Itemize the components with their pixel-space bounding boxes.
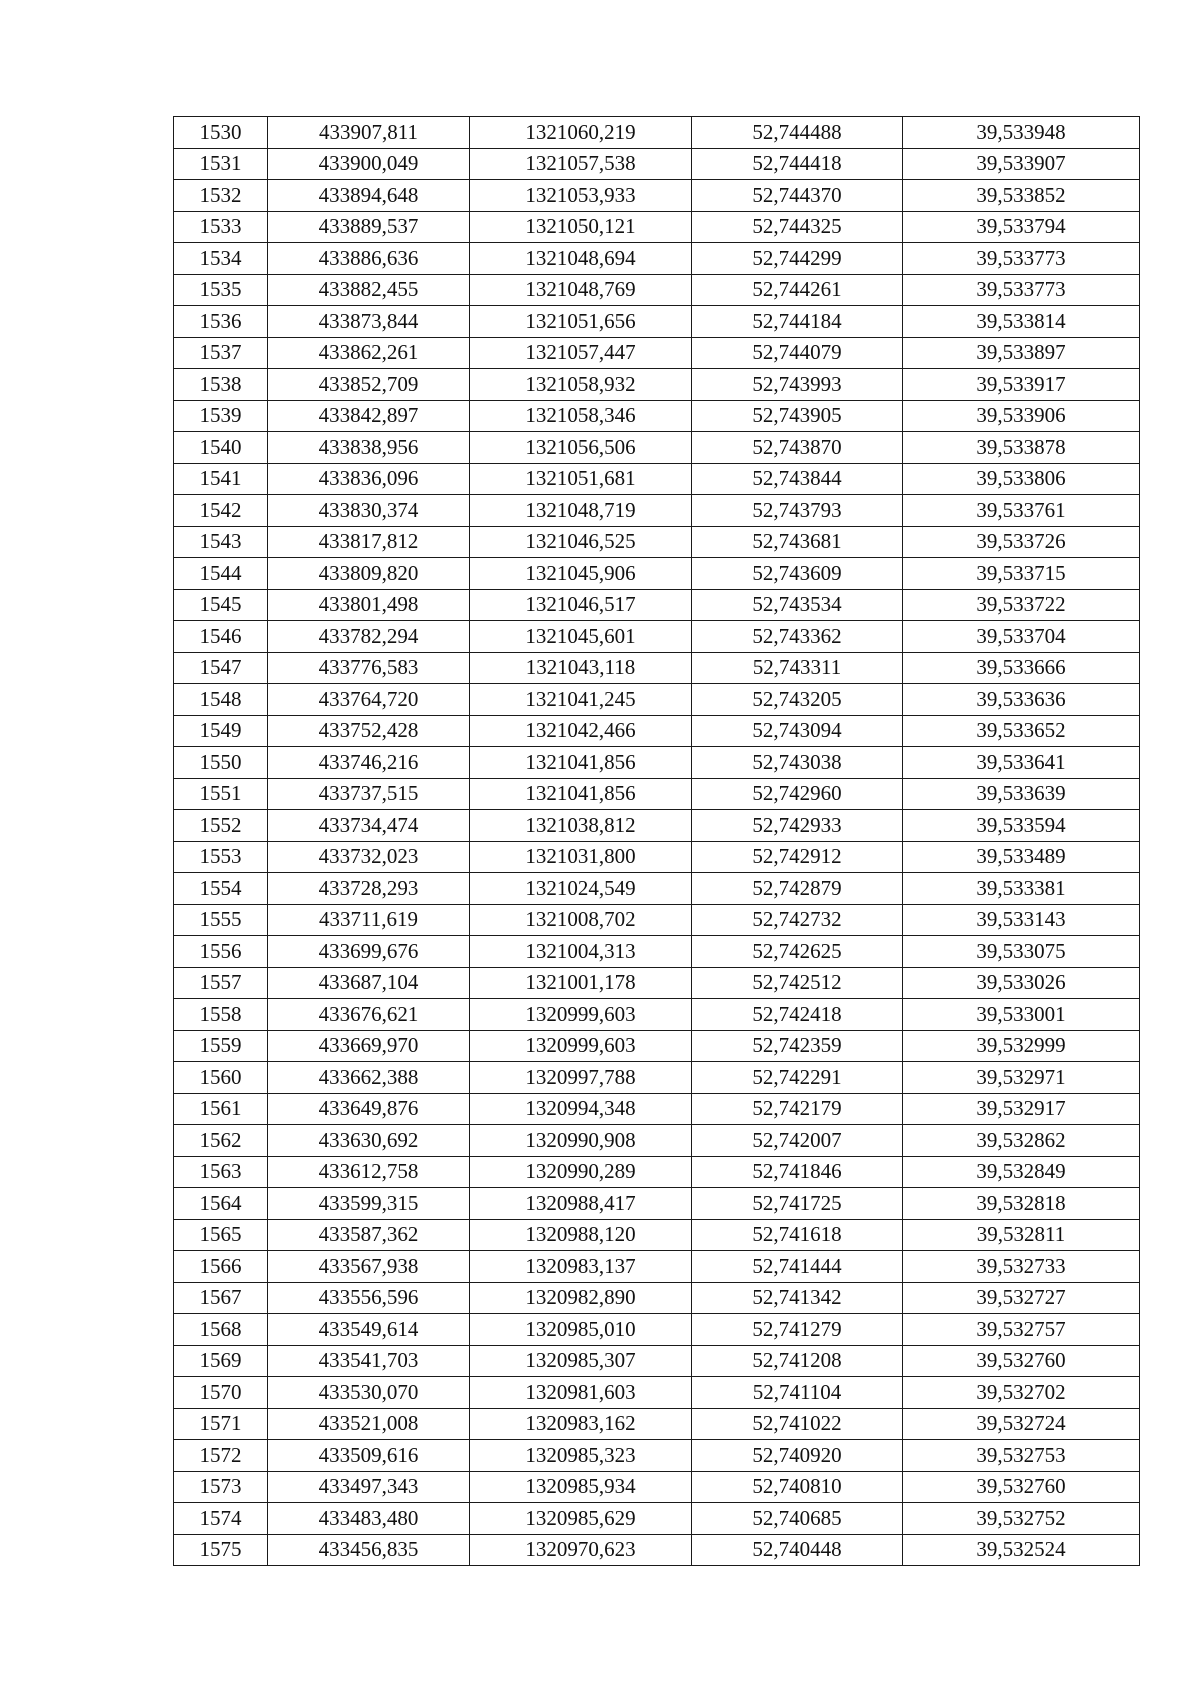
point-number-cell: 1565 [174,1219,268,1251]
y-coordinate-cell: 1321053,933 [470,180,692,212]
y-coordinate-cell: 1321058,346 [470,400,692,432]
table-row [174,1156,1140,1188]
latitude-cell: 52,744370 [692,180,903,212]
point-number-cell: 1556 [174,936,268,968]
table-row [174,180,1140,212]
longitude-cell: 39,532917 [903,1093,1140,1125]
longitude-cell: 39,532752 [903,1503,1140,1535]
point-number-cell: 1537 [174,337,268,369]
y-coordinate-cell: 1320982,890 [470,1282,692,1314]
point-number-cell: 1546 [174,621,268,653]
x-coordinate-cell: 433662,388 [268,1062,470,1094]
longitude-cell: 39,533814 [903,306,1140,338]
longitude-cell: 39,533489 [903,841,1140,873]
point-number-cell: 1544 [174,558,268,590]
x-coordinate-cell: 433746,216 [268,747,470,779]
latitude-cell: 52,741846 [692,1156,903,1188]
longitude-cell: 39,533761 [903,495,1140,527]
x-coordinate-cell: 433649,876 [268,1093,470,1125]
table-row [174,1188,1140,1220]
table-row [174,337,1140,369]
point-number-cell: 1574 [174,1503,268,1535]
latitude-cell: 52,743905 [692,400,903,432]
longitude-cell: 39,532733 [903,1251,1140,1283]
y-coordinate-cell: 1321041,245 [470,684,692,716]
point-number-cell: 1533 [174,211,268,243]
y-coordinate-cell: 1321056,506 [470,432,692,464]
y-coordinate-cell: 1321050,121 [470,211,692,243]
x-coordinate-cell: 433889,537 [268,211,470,243]
y-coordinate-cell: 1320985,629 [470,1503,692,1535]
x-coordinate-cell: 433541,703 [268,1345,470,1377]
table-row [174,1219,1140,1251]
table-row [174,1408,1140,1440]
point-number-cell: 1572 [174,1440,268,1472]
latitude-cell: 52,744488 [692,117,903,149]
x-coordinate-cell: 433483,480 [268,1503,470,1535]
y-coordinate-cell: 1320985,323 [470,1440,692,1472]
table-row [174,999,1140,1031]
x-coordinate-cell: 433599,315 [268,1188,470,1220]
x-coordinate-cell: 433549,614 [268,1314,470,1346]
y-coordinate-cell: 1320970,623 [470,1534,692,1566]
point-number-cell: 1552 [174,810,268,842]
longitude-cell: 39,533773 [903,243,1140,275]
longitude-cell: 39,533666 [903,652,1140,684]
latitude-cell: 52,741104 [692,1377,903,1409]
x-coordinate-cell: 433497,343 [268,1471,470,1503]
table-row [174,306,1140,338]
x-coordinate-cell: 433852,709 [268,369,470,401]
point-number-cell: 1536 [174,306,268,338]
longitude-cell: 39,533639 [903,778,1140,810]
point-number-cell: 1575 [174,1534,268,1566]
y-coordinate-cell: 1320985,010 [470,1314,692,1346]
point-number-cell: 1535 [174,274,268,306]
point-number-cell: 1548 [174,684,268,716]
y-coordinate-cell: 1321057,447 [470,337,692,369]
y-coordinate-cell: 1321046,525 [470,526,692,558]
latitude-cell: 52,743681 [692,526,903,558]
latitude-cell: 52,743038 [692,747,903,779]
x-coordinate-cell: 433521,008 [268,1408,470,1440]
x-coordinate-cell: 433842,897 [268,400,470,432]
latitude-cell: 52,741022 [692,1408,903,1440]
table-row [174,652,1140,684]
table-row [174,684,1140,716]
latitude-cell: 52,742625 [692,936,903,968]
longitude-cell: 39,533907 [903,148,1140,180]
x-coordinate-cell: 433676,621 [268,999,470,1031]
point-number-cell: 1564 [174,1188,268,1220]
y-coordinate-cell: 1321060,219 [470,117,692,149]
latitude-cell: 52,742179 [692,1093,903,1125]
y-coordinate-cell: 1321004,313 [470,936,692,968]
x-coordinate-cell: 433669,970 [268,1030,470,1062]
x-coordinate-cell: 433630,692 [268,1125,470,1157]
longitude-cell: 39,533075 [903,936,1140,968]
latitude-cell: 52,740685 [692,1503,903,1535]
point-number-cell: 1542 [174,495,268,527]
longitude-cell: 39,533715 [903,558,1140,590]
table-row [174,1314,1140,1346]
x-coordinate-cell: 433728,293 [268,873,470,905]
y-coordinate-cell: 1321048,694 [470,243,692,275]
y-coordinate-cell: 1320988,417 [470,1188,692,1220]
table-row [174,274,1140,306]
point-number-cell: 1566 [174,1251,268,1283]
longitude-cell: 39,533652 [903,715,1140,747]
longitude-cell: 39,533026 [903,967,1140,999]
latitude-cell: 52,740920 [692,1440,903,1472]
point-number-cell: 1532 [174,180,268,212]
longitude-cell: 39,533641 [903,747,1140,779]
point-number-cell: 1567 [174,1282,268,1314]
point-number-cell: 1559 [174,1030,268,1062]
x-coordinate-cell: 433509,616 [268,1440,470,1472]
x-coordinate-cell: 433782,294 [268,621,470,653]
point-number-cell: 1561 [174,1093,268,1125]
x-coordinate-cell: 433836,096 [268,463,470,495]
point-number-cell: 1541 [174,463,268,495]
point-number-cell: 1555 [174,904,268,936]
longitude-cell: 39,533852 [903,180,1140,212]
table-row [174,904,1140,936]
latitude-cell: 52,744299 [692,243,903,275]
table-row [174,1503,1140,1535]
table-row [174,715,1140,747]
x-coordinate-cell: 433687,104 [268,967,470,999]
y-coordinate-cell: 1321043,118 [470,652,692,684]
point-number-cell: 1560 [174,1062,268,1094]
y-coordinate-cell: 1321057,538 [470,148,692,180]
y-coordinate-cell: 1321031,800 [470,841,692,873]
y-coordinate-cell: 1320985,934 [470,1471,692,1503]
table-row [174,1345,1140,1377]
point-number-cell: 1569 [174,1345,268,1377]
table-row [174,778,1140,810]
x-coordinate-cell: 433886,636 [268,243,470,275]
y-coordinate-cell: 1321045,601 [470,621,692,653]
coordinates-table [173,116,1140,1566]
x-coordinate-cell: 433830,374 [268,495,470,527]
latitude-cell: 52,742933 [692,810,903,842]
x-coordinate-cell: 433612,758 [268,1156,470,1188]
latitude-cell: 52,742732 [692,904,903,936]
x-coordinate-cell: 433894,648 [268,180,470,212]
longitude-cell: 39,533001 [903,999,1140,1031]
point-number-cell: 1534 [174,243,268,275]
latitude-cell: 52,742912 [692,841,903,873]
point-number-cell: 1573 [174,1471,268,1503]
table-row [174,1251,1140,1283]
x-coordinate-cell: 433737,515 [268,778,470,810]
longitude-cell: 39,532757 [903,1314,1140,1346]
point-number-cell: 1531 [174,148,268,180]
longitude-cell: 39,532753 [903,1440,1140,1472]
table-row [174,148,1140,180]
x-coordinate-cell: 433882,455 [268,274,470,306]
latitude-cell: 52,741618 [692,1219,903,1251]
x-coordinate-cell: 433456,835 [268,1534,470,1566]
y-coordinate-cell: 1320999,603 [470,999,692,1031]
table-row [174,936,1140,968]
x-coordinate-cell: 433711,619 [268,904,470,936]
longitude-cell: 39,533773 [903,274,1140,306]
x-coordinate-cell: 433900,049 [268,148,470,180]
x-coordinate-cell: 433734,474 [268,810,470,842]
longitude-cell: 39,533594 [903,810,1140,842]
latitude-cell: 52,744079 [692,337,903,369]
latitude-cell: 52,744325 [692,211,903,243]
longitude-cell: 39,533897 [903,337,1140,369]
table-row [174,432,1140,464]
y-coordinate-cell: 1320983,137 [470,1251,692,1283]
longitude-cell: 39,533722 [903,589,1140,621]
y-coordinate-cell: 1321024,549 [470,873,692,905]
table-row [174,526,1140,558]
latitude-cell: 52,744184 [692,306,903,338]
table-row [174,873,1140,905]
y-coordinate-cell: 1321051,656 [470,306,692,338]
latitude-cell: 52,744261 [692,274,903,306]
latitude-cell: 52,743362 [692,621,903,653]
point-number-cell: 1571 [174,1408,268,1440]
longitude-cell: 39,533794 [903,211,1140,243]
latitude-cell: 52,743205 [692,684,903,716]
y-coordinate-cell: 1321001,178 [470,967,692,999]
table-row [174,747,1140,779]
point-number-cell: 1547 [174,652,268,684]
y-coordinate-cell: 1320983,162 [470,1408,692,1440]
table-row [174,1534,1140,1566]
y-coordinate-cell: 1321048,769 [470,274,692,306]
longitude-cell: 39,533806 [903,463,1140,495]
table-row [174,400,1140,432]
table-row [174,841,1140,873]
point-number-cell: 1557 [174,967,268,999]
table-row [174,495,1140,527]
table-row [174,1282,1140,1314]
point-number-cell: 1549 [174,715,268,747]
latitude-cell: 52,743609 [692,558,903,590]
table-row [174,558,1140,590]
point-number-cell: 1543 [174,526,268,558]
longitude-cell: 39,532811 [903,1219,1140,1251]
latitude-cell: 52,740810 [692,1471,903,1503]
y-coordinate-cell: 1321041,856 [470,778,692,810]
table-row [174,463,1140,495]
y-coordinate-cell: 1321048,719 [470,495,692,527]
latitude-cell: 52,741342 [692,1282,903,1314]
x-coordinate-cell: 433699,676 [268,936,470,968]
x-coordinate-cell: 433776,583 [268,652,470,684]
x-coordinate-cell: 433838,956 [268,432,470,464]
x-coordinate-cell: 433817,812 [268,526,470,558]
latitude-cell: 52,741279 [692,1314,903,1346]
table-row [174,369,1140,401]
longitude-cell: 39,533704 [903,621,1140,653]
y-coordinate-cell: 1320997,788 [470,1062,692,1094]
latitude-cell: 52,742512 [692,967,903,999]
longitude-cell: 39,532702 [903,1377,1140,1409]
table-row [174,589,1140,621]
latitude-cell: 52,742291 [692,1062,903,1094]
longitude-cell: 39,532760 [903,1471,1140,1503]
point-number-cell: 1562 [174,1125,268,1157]
x-coordinate-cell: 433801,498 [268,589,470,621]
x-coordinate-cell: 433907,811 [268,117,470,149]
y-coordinate-cell: 1320981,603 [470,1377,692,1409]
table-row [174,1471,1140,1503]
x-coordinate-cell: 433732,023 [268,841,470,873]
point-number-cell: 1550 [174,747,268,779]
point-number-cell: 1551 [174,778,268,810]
x-coordinate-cell: 433764,720 [268,684,470,716]
latitude-cell: 52,740448 [692,1534,903,1566]
point-number-cell: 1545 [174,589,268,621]
longitude-cell: 39,533906 [903,400,1140,432]
latitude-cell: 52,742879 [692,873,903,905]
y-coordinate-cell: 1321042,466 [470,715,692,747]
x-coordinate-cell: 433862,261 [268,337,470,369]
point-number-cell: 1540 [174,432,268,464]
x-coordinate-cell: 433873,844 [268,306,470,338]
table-row [174,1440,1140,1472]
point-number-cell: 1568 [174,1314,268,1346]
latitude-cell: 52,744418 [692,148,903,180]
point-number-cell: 1539 [174,400,268,432]
latitude-cell: 52,741208 [692,1345,903,1377]
point-number-cell: 1538 [174,369,268,401]
point-number-cell: 1570 [174,1377,268,1409]
x-coordinate-cell: 433752,428 [268,715,470,747]
latitude-cell: 52,743870 [692,432,903,464]
coordinates-table-body [174,117,1140,1566]
y-coordinate-cell: 1321045,906 [470,558,692,590]
latitude-cell: 52,743793 [692,495,903,527]
longitude-cell: 39,532862 [903,1125,1140,1157]
latitude-cell: 52,743993 [692,369,903,401]
y-coordinate-cell: 1321041,856 [470,747,692,779]
latitude-cell: 52,741725 [692,1188,903,1220]
point-number-cell: 1530 [174,117,268,149]
y-coordinate-cell: 1320985,307 [470,1345,692,1377]
latitude-cell: 52,742007 [692,1125,903,1157]
table-row [174,810,1140,842]
y-coordinate-cell: 1320988,120 [470,1219,692,1251]
latitude-cell: 52,743844 [692,463,903,495]
longitude-cell: 39,533381 [903,873,1140,905]
y-coordinate-cell: 1321046,517 [470,589,692,621]
x-coordinate-cell: 433567,938 [268,1251,470,1283]
longitude-cell: 39,532999 [903,1030,1140,1062]
latitude-cell: 52,743311 [692,652,903,684]
point-number-cell: 1558 [174,999,268,1031]
y-coordinate-cell: 1320990,908 [470,1125,692,1157]
longitude-cell: 39,532760 [903,1345,1140,1377]
x-coordinate-cell: 433809,820 [268,558,470,590]
y-coordinate-cell: 1320994,348 [470,1093,692,1125]
longitude-cell: 39,532849 [903,1156,1140,1188]
table-row [174,1377,1140,1409]
table-row [174,243,1140,275]
table-row [174,1030,1140,1062]
latitude-cell: 52,741444 [692,1251,903,1283]
y-coordinate-cell: 1320990,289 [470,1156,692,1188]
longitude-cell: 39,533636 [903,684,1140,716]
x-coordinate-cell: 433556,596 [268,1282,470,1314]
table-row [174,621,1140,653]
longitude-cell: 39,533143 [903,904,1140,936]
point-number-cell: 1563 [174,1156,268,1188]
longitude-cell: 39,533917 [903,369,1140,401]
x-coordinate-cell: 433587,362 [268,1219,470,1251]
table-row [174,117,1140,149]
latitude-cell: 52,743534 [692,589,903,621]
point-number-cell: 1554 [174,873,268,905]
longitude-cell: 39,533948 [903,117,1140,149]
table-row [174,967,1140,999]
table-row [174,211,1140,243]
longitude-cell: 39,532818 [903,1188,1140,1220]
longitude-cell: 39,533726 [903,526,1140,558]
longitude-cell: 39,532524 [903,1534,1140,1566]
longitude-cell: 39,533878 [903,432,1140,464]
longitude-cell: 39,532727 [903,1282,1140,1314]
latitude-cell: 52,742960 [692,778,903,810]
table-row [174,1125,1140,1157]
table-row [174,1093,1140,1125]
y-coordinate-cell: 1321051,681 [470,463,692,495]
latitude-cell: 52,742418 [692,999,903,1031]
y-coordinate-cell: 1321038,812 [470,810,692,842]
y-coordinate-cell: 1321008,702 [470,904,692,936]
latitude-cell: 52,743094 [692,715,903,747]
y-coordinate-cell: 1321058,932 [470,369,692,401]
longitude-cell: 39,532971 [903,1062,1140,1094]
longitude-cell: 39,532724 [903,1408,1140,1440]
point-number-cell: 1553 [174,841,268,873]
table-row [174,1062,1140,1094]
y-coordinate-cell: 1320999,603 [470,1030,692,1062]
latitude-cell: 52,742359 [692,1030,903,1062]
x-coordinate-cell: 433530,070 [268,1377,470,1409]
